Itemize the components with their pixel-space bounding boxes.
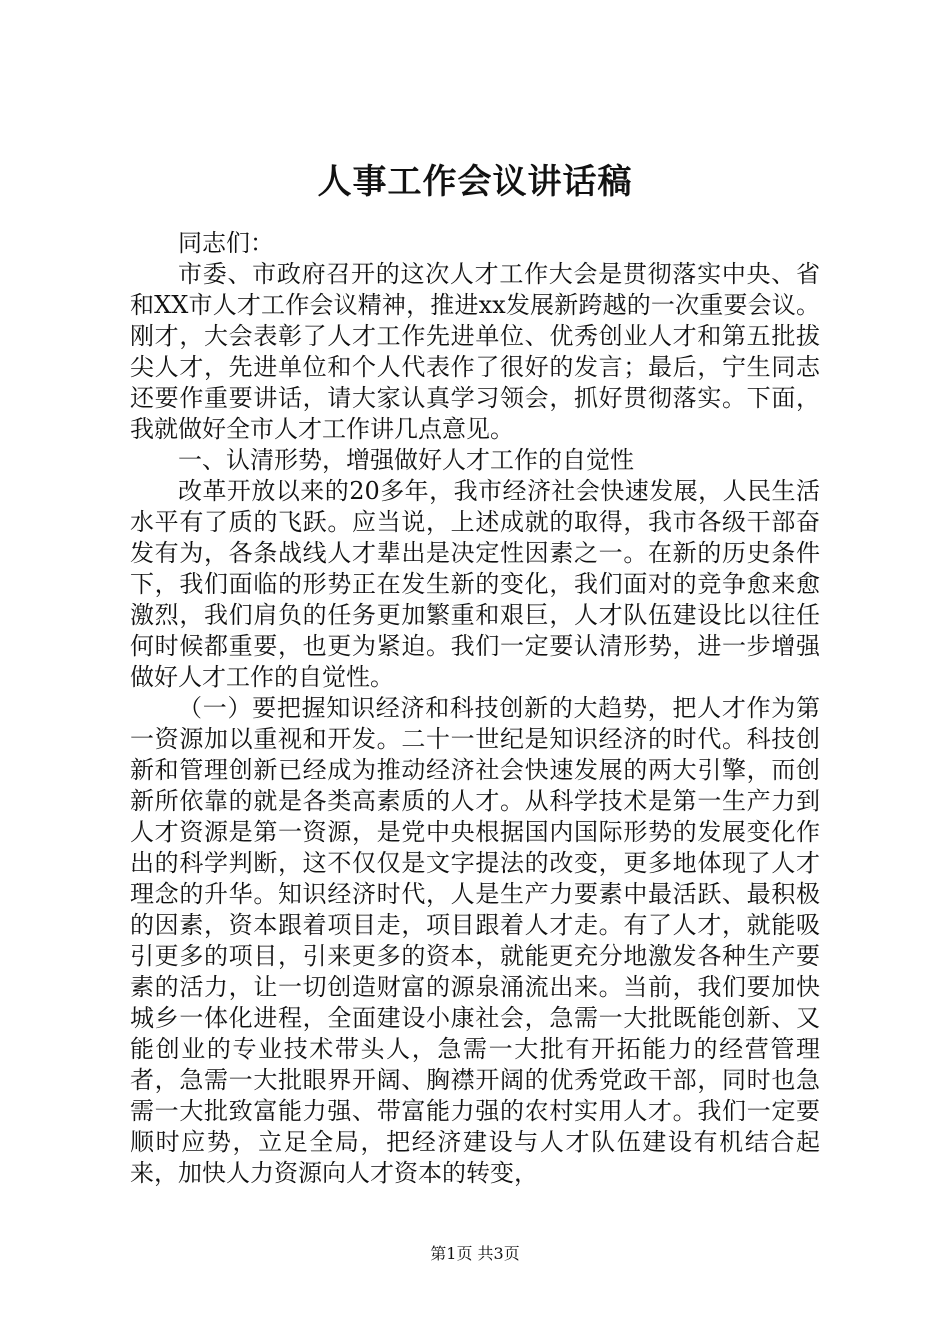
section-heading: 一、认清形势，增强做好人才工作的自觉性 [178,446,634,474]
page-footer: 第1页 共3页 [430,1244,520,1263]
document-body [130,228,820,1189]
greeting-paragraph: 同志们： [178,229,274,257]
document-title: 人事工作会议讲话稿 [317,162,633,202]
body-paragraph: （一）要把握知识经济和科技创新的大趋势，把人才作为第一资源加以重视和开发。二十一世纪是知识经济的时代。科技创新和管理创新已经成为推动经济社会快速发展的两大引擎，而创新所依靠的就是各类高素质的人才。从科学技术是第一生产力到人才资源是第一资源，是党中央根据国内国际形势的发展变化作出的科学判断，这不仅仅是文字提法的改变，更多地体现了人才理念的升华。知识经济时代，人是生产力要素中最活跃、最积极的因素，资本跟着项目走，项目跟着人才走。有了人才，就能吸引更多的项目，引来更多的资本，就能更充分地激发各种生产要素的活力，让一切创造财富的源泉涌流出来。当前，我们要加快城乡一体化进程，全面建设小康社会，急需一大批既能创新、又能创业的专业技术带头人，急需一大批有开拓能力的经营管理者，急需一大批眼界开阔、胸襟开阔的优秀党政干部，同时也急需一大批致富能力强、带富能力强的农村实用人才。我们一定要顺时应势，立足全局，把经济建设与人才队伍建设有机结合起来，加快人力资源向人才资本的转变， [130,694,820,1187]
body-paragraph: 改革开放以来的20多年，我市经济社会快速发展，人民生活水平有了质的飞跃。应当说，上述成就的取得，我市各级干部奋发有为，各条战线人才辈出是决定性因素之一。在新的历史条件下，我们面临的形势正在发生新的变化，我们面对的竞争愈来愈激烈，我们肩负的任务更加繁重和艰巨，人才队伍建设比以往任何时候都重要，也更为紧迫。我们一定要认清形势，进一步增强做好人才工作的自觉性。 [130,477,820,691]
intro-paragraph: 市委、市政府召开的这次人才工作大会是贯彻落实中央、省和XX市人才工作会议精神，推进xx发展新跨越的一次重要会议。刚才，大会表彰了人才工作先进单位、优秀创业人才和第五批拔尖人才，先进单位和个人代表作了很好的发言；最后，宁生同志还要作重要讲话，请大家认真学习领会，抓好贯彻落实。下面，我就做好全市人才工作讲几点意见。 [130,260,820,443]
